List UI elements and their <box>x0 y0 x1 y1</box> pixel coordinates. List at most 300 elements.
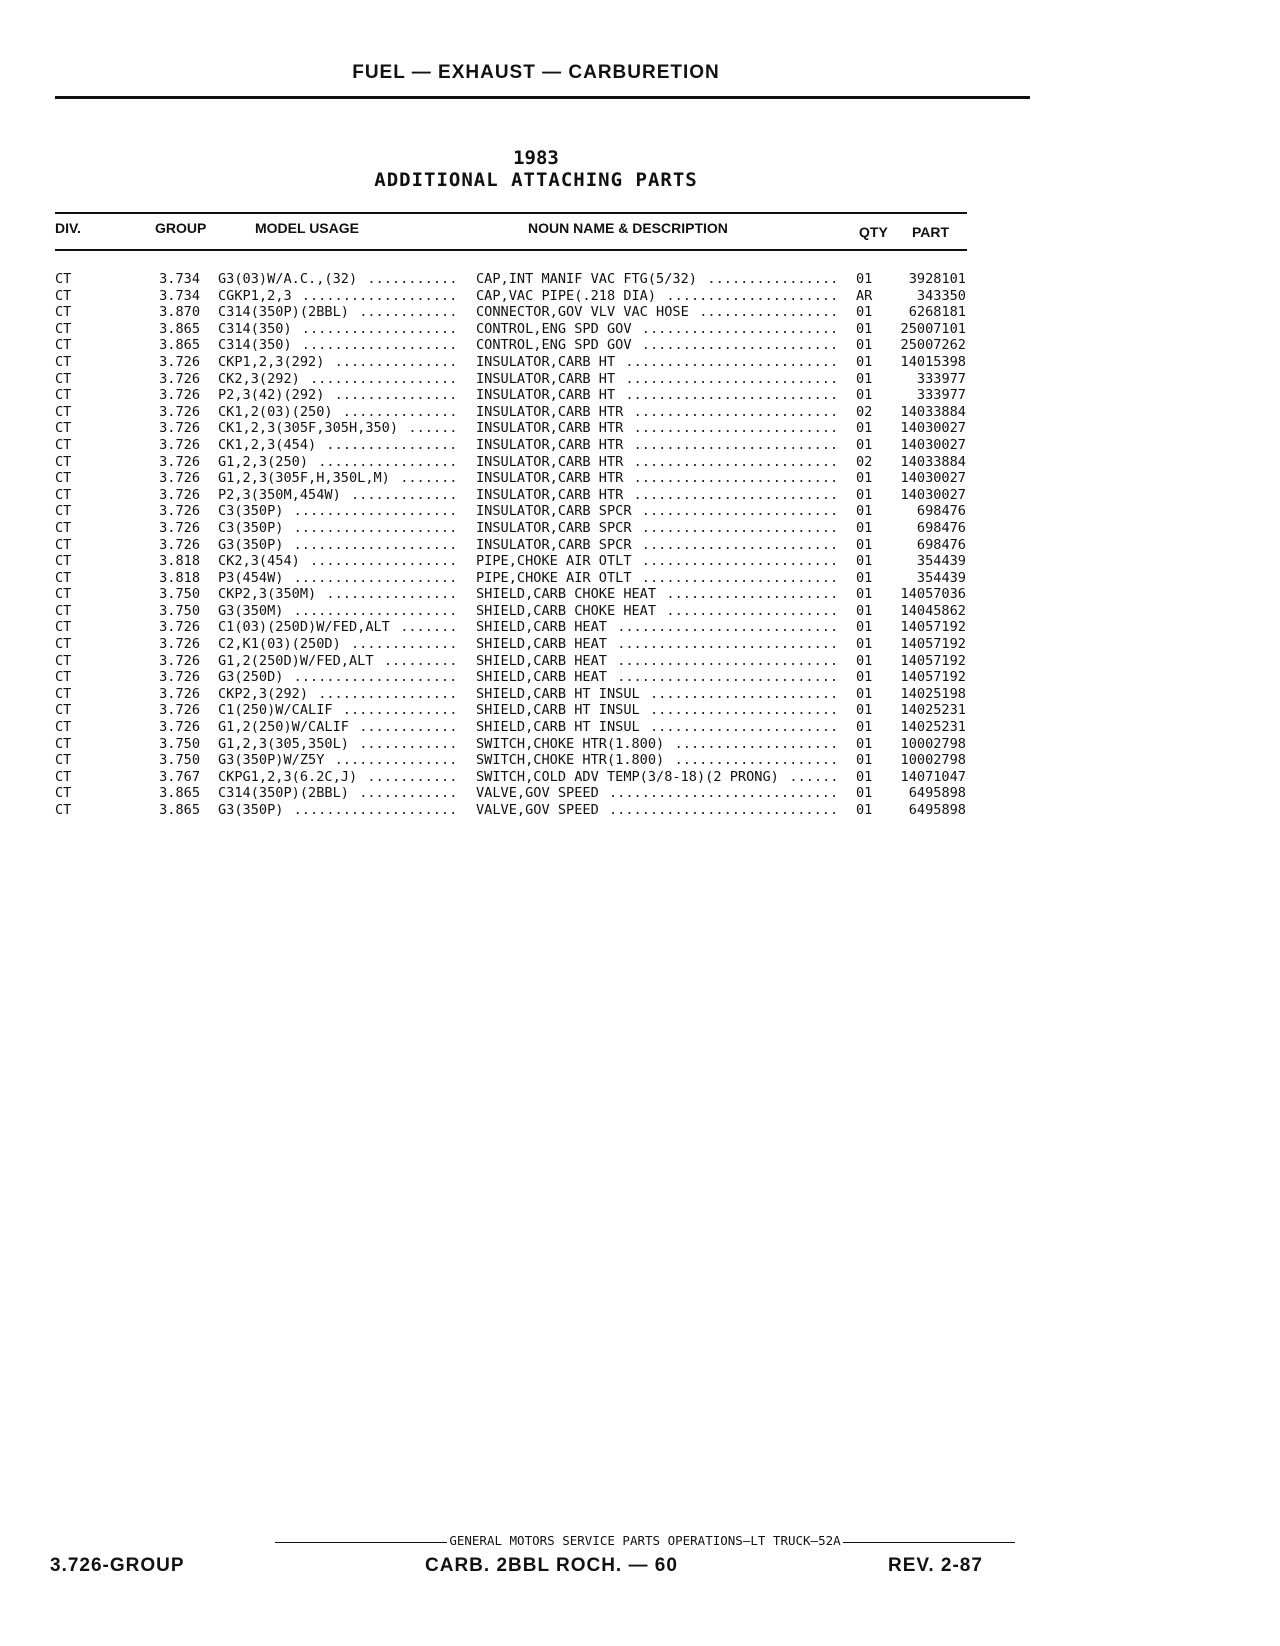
row-group: 3.865 <box>159 785 200 802</box>
parts-table <box>0 271 1280 819</box>
row-noun-description: PIPE,CHOKE AIR OTLT <box>476 553 632 570</box>
table-row <box>0 470 1280 487</box>
noun-leader-dots: ........................ <box>641 337 839 354</box>
noun-leader-dots: ........................ <box>641 320 839 337</box>
row-qty: 01 <box>856 337 873 354</box>
table-row <box>0 288 1280 305</box>
row-qty: 01 <box>856 486 873 503</box>
noun-leader-dots: ........................... <box>617 619 839 636</box>
row-div: CT <box>55 304 72 321</box>
row-qty: 01 <box>856 768 873 785</box>
row-qty: 01 <box>856 735 873 752</box>
model-leader-dots: ....... <box>400 619 458 636</box>
noun-leader-dots: .......................... <box>625 370 839 387</box>
row-group: 3.750 <box>159 735 200 752</box>
row-noun-description: SHIELD,CARB HT INSUL <box>476 702 640 719</box>
row-part-number: 698476 <box>916 536 966 553</box>
noun-leader-dots: ......................... <box>633 403 839 420</box>
row-div: CT <box>55 370 72 387</box>
row-part-number: 14025198 <box>900 685 966 702</box>
table-row <box>0 752 1280 769</box>
row-model-usage: CGKP1,2,3 <box>218 287 292 304</box>
model-leader-dots: ............. <box>351 486 458 503</box>
row-noun-description: INSULATOR,CARB SPCR <box>476 503 632 520</box>
row-part-number: 25007262 <box>900 337 966 354</box>
row-noun-description: CONNECTOR,GOV VLV VAC HOSE <box>476 304 689 321</box>
row-group: 3.750 <box>159 586 200 603</box>
noun-leader-dots: ........................... <box>617 636 839 653</box>
row-div: CT <box>55 586 72 603</box>
row-group: 3.734 <box>159 287 200 304</box>
row-div: CT <box>55 619 72 636</box>
row-model-usage: CK1,2(03)(250) <box>218 403 333 420</box>
noun-leader-dots: .......................... <box>625 353 839 370</box>
row-noun-description: SWITCH,COLD ADV TEMP(3/8-18)(2 PRONG) <box>476 768 779 785</box>
row-noun-description: INSULATOR,CARB HTR <box>476 470 624 487</box>
row-model-usage: G3(250D) <box>218 669 284 686</box>
row-div: CT <box>55 802 72 818</box>
row-qty: 01 <box>856 420 873 437</box>
row-part-number: 10002798 <box>900 752 966 769</box>
table-row <box>0 586 1280 603</box>
table-row <box>0 304 1280 321</box>
row-model-usage: C314(350) <box>218 320 292 337</box>
row-noun-description: SHIELD,CARB HEAT <box>476 669 607 686</box>
row-model-usage: C1(250)W/CALIF <box>218 702 333 719</box>
col-model: MODEL USAGE <box>255 220 359 236</box>
row-div: CT <box>55 536 72 553</box>
row-group: 3.726 <box>159 486 200 503</box>
noun-leader-dots: ....................... <box>650 685 839 702</box>
row-part-number: 6268181 <box>908 304 966 321</box>
model-leader-dots: ............... <box>334 752 458 769</box>
row-part-number: 14025231 <box>900 702 966 719</box>
table-row <box>0 603 1280 620</box>
table-top-rule <box>55 212 967 214</box>
row-model-usage: P2,3(350M,454W) <box>218 486 341 503</box>
row-group: 3.726 <box>159 652 200 669</box>
row-div: CT <box>55 735 72 752</box>
footer-revision: REV. 2-87 <box>888 1555 983 1576</box>
row-group: 3.726 <box>159 669 200 686</box>
row-group: 3.865 <box>159 802 200 818</box>
model-leader-dots: .................. <box>310 370 458 387</box>
row-group: 3.734 <box>159 271 200 287</box>
row-div: CT <box>55 271 72 287</box>
table-row <box>0 271 1280 288</box>
row-div: CT <box>55 785 72 802</box>
noun-leader-dots: ........................ <box>641 553 839 570</box>
row-noun-description: INSULATOR,CARB HTR <box>476 453 624 470</box>
row-model-usage: C314(350) <box>218 337 292 354</box>
row-model-usage: G1,2(250)W/CALIF <box>218 719 349 736</box>
footer-publisher-text: GENERAL MOTORS SERVICE PARTS OPERATIONS—LT TRUCK—52A <box>449 1533 841 1548</box>
row-qty: 01 <box>856 503 873 520</box>
row-part-number: 14057192 <box>900 652 966 669</box>
col-part: PART <box>912 224 950 240</box>
row-model-usage: G3(350P) <box>218 802 284 818</box>
row-group: 3.726 <box>159 370 200 387</box>
row-qty: 02 <box>856 453 873 470</box>
row-part-number: 14033884 <box>900 403 966 420</box>
row-noun-description: INSULATOR,CARB HT <box>476 353 616 370</box>
year-heading: 1983 <box>513 147 559 169</box>
table-row <box>0 503 1280 520</box>
row-model-usage: G1,2(250D)W/FED,ALT <box>218 652 374 669</box>
row-div: CT <box>55 519 72 536</box>
col-div: DIV. <box>55 220 81 236</box>
row-model-usage: C1(03)(250D)W/FED,ALT <box>218 619 390 636</box>
table-row <box>0 404 1280 421</box>
row-group: 3.818 <box>159 569 200 586</box>
noun-leader-dots: ............................ <box>609 802 839 818</box>
row-model-usage: CK1,2,3(454) <box>218 436 317 453</box>
row-qty: 01 <box>856 652 873 669</box>
row-div: CT <box>55 636 72 653</box>
row-model-usage: CKP2,3(350M) <box>218 586 317 603</box>
row-noun-description: SHIELD,CARB HEAT <box>476 652 607 669</box>
row-group: 3.726 <box>159 719 200 736</box>
noun-leader-dots: ........................... <box>617 652 839 669</box>
model-leader-dots: ................ <box>326 586 458 603</box>
table-row <box>0 420 1280 437</box>
header-rule <box>55 96 1030 99</box>
row-div: CT <box>55 602 72 619</box>
row-group: 3.818 <box>159 553 200 570</box>
table-header-rule <box>55 249 967 251</box>
row-qty: 01 <box>856 702 873 719</box>
model-leader-dots: .................. <box>310 553 458 570</box>
row-model-usage: G3(350M) <box>218 602 284 619</box>
row-div: CT <box>55 387 72 404</box>
row-qty: 01 <box>856 320 873 337</box>
row-group: 3.726 <box>159 619 200 636</box>
noun-leader-dots: .................... <box>674 735 839 752</box>
row-part-number: 14030027 <box>900 486 966 503</box>
noun-leader-dots: ..................... <box>666 602 839 619</box>
noun-leader-dots: ......................... <box>633 436 839 453</box>
noun-leader-dots: ........................ <box>641 519 839 536</box>
row-noun-description: SHIELD,CARB HEAT <box>476 636 607 653</box>
table-row <box>0 785 1280 802</box>
row-noun-description: INSULATOR,CARB HTR <box>476 486 624 503</box>
row-part-number: 343350 <box>916 287 966 304</box>
row-part-number: 698476 <box>916 519 966 536</box>
row-noun-description: SWITCH,CHOKE HTR(1.800) <box>476 735 665 752</box>
footer-publisher <box>275 1532 1015 1550</box>
row-div: CT <box>55 768 72 785</box>
row-qty: 01 <box>856 536 873 553</box>
row-div: CT <box>55 320 72 337</box>
row-part-number: 354439 <box>916 553 966 570</box>
row-qty: 01 <box>856 586 873 603</box>
noun-leader-dots: ..................... <box>666 287 839 304</box>
table-row <box>0 354 1280 371</box>
row-qty: 01 <box>856 636 873 653</box>
row-qty: 01 <box>856 719 873 736</box>
row-noun-description: SHIELD,CARB CHOKE HEAT <box>476 586 657 603</box>
model-leader-dots: ................... <box>301 320 458 337</box>
row-div: CT <box>55 719 72 736</box>
model-leader-dots: ............ <box>359 304 458 321</box>
model-leader-dots: ................ <box>326 436 458 453</box>
noun-leader-dots: ......................... <box>633 470 839 487</box>
row-model-usage: G1,2,3(305,350L) <box>218 735 349 752</box>
row-div: CT <box>55 702 72 719</box>
row-group: 3.726 <box>159 519 200 536</box>
model-leader-dots: ............. <box>351 636 458 653</box>
row-model-usage: G1,2,3(305F,H,350L,M) <box>218 470 390 487</box>
row-model-usage: C314(350P)(2BBL) <box>218 785 349 802</box>
row-noun-description: CAP,VAC PIPE(.218 DIA) <box>476 287 657 304</box>
row-model-usage: CKP2,3(292) <box>218 685 309 702</box>
row-group: 3.726 <box>159 536 200 553</box>
row-group: 3.726 <box>159 420 200 437</box>
row-part-number: 14057036 <box>900 586 966 603</box>
row-noun-description: INSULATOR,CARB HTR <box>476 436 624 453</box>
table-row <box>0 686 1280 703</box>
row-model-usage: C3(350P) <box>218 519 284 536</box>
table-row <box>0 719 1280 736</box>
row-qty: 01 <box>856 785 873 802</box>
row-noun-description: SWITCH,CHOKE HTR(1.800) <box>476 752 665 769</box>
row-div: CT <box>55 752 72 769</box>
model-leader-dots: .................... <box>293 536 458 553</box>
row-part-number: 14033884 <box>900 453 966 470</box>
row-part-number: 14057192 <box>900 636 966 653</box>
row-qty: 02 <box>856 403 873 420</box>
row-part-number: 6495898 <box>908 785 966 802</box>
model-leader-dots: .................... <box>293 802 458 818</box>
row-group: 3.726 <box>159 353 200 370</box>
noun-leader-dots: ....................... <box>650 719 839 736</box>
row-part-number: 14030027 <box>900 436 966 453</box>
col-group: GROUP <box>155 220 207 236</box>
row-model-usage: CKPG1,2,3(6.2C,J) <box>218 768 358 785</box>
row-part-number: 14045862 <box>900 602 966 619</box>
row-model-usage: CKP1,2,3(292) <box>218 353 325 370</box>
row-noun-description: CAP,INT MANIF VAC FTG(5/32) <box>476 271 697 287</box>
noun-leader-dots: ......................... <box>633 486 839 503</box>
row-group: 3.865 <box>159 337 200 354</box>
row-part-number: 6495898 <box>908 802 966 818</box>
model-leader-dots: ............... <box>334 387 458 404</box>
table-row <box>0 653 1280 670</box>
model-leader-dots: .................... <box>293 503 458 520</box>
row-div: CT <box>55 553 72 570</box>
row-model-usage: G1,2,3(250) <box>218 453 309 470</box>
row-noun-description: VALVE,GOV SPEED <box>476 785 599 802</box>
model-leader-dots: .................... <box>293 519 458 536</box>
model-leader-dots: ................... <box>301 287 458 304</box>
row-model-usage: C2,K1(03)(250D) <box>218 636 341 653</box>
row-noun-description: SHIELD,CARB HEAT <box>476 619 607 636</box>
noun-leader-dots: ......................... <box>633 453 839 470</box>
model-leader-dots: ............... <box>334 353 458 370</box>
table-row <box>0 454 1280 471</box>
row-div: CT <box>55 503 72 520</box>
row-model-usage: G3(350P) <box>218 536 284 553</box>
row-group: 3.726 <box>159 403 200 420</box>
table-row <box>0 337 1280 354</box>
noun-leader-dots: ........................ <box>641 569 839 586</box>
row-div: CT <box>55 669 72 686</box>
row-group: 3.726 <box>159 453 200 470</box>
row-div: CT <box>55 685 72 702</box>
col-noun: NOUN NAME & DESCRIPTION <box>528 220 728 236</box>
row-model-usage: G3(03)W/A.C.,(32) <box>218 271 358 287</box>
noun-leader-dots: ........................ <box>641 536 839 553</box>
table-row <box>0 636 1280 653</box>
row-part-number: 10002798 <box>900 735 966 752</box>
row-qty: 01 <box>856 436 873 453</box>
table-row <box>0 619 1280 636</box>
row-group: 3.726 <box>159 470 200 487</box>
row-model-usage: P3(454W) <box>218 569 284 586</box>
row-part-number: 14025231 <box>900 719 966 736</box>
table-row <box>0 520 1280 537</box>
table-row <box>0 371 1280 388</box>
noun-leader-dots: ........................... <box>617 669 839 686</box>
noun-leader-dots: ....................... <box>650 702 839 719</box>
row-group: 3.865 <box>159 320 200 337</box>
table-row <box>0 570 1280 587</box>
row-noun-description: INSULATOR,CARB HTR <box>476 403 624 420</box>
table-row <box>0 736 1280 753</box>
row-group: 3.726 <box>159 387 200 404</box>
row-div: CT <box>55 403 72 420</box>
row-model-usage: C3(350P) <box>218 503 284 520</box>
row-noun-description: VALVE,GOV SPEED <box>476 802 599 818</box>
model-leader-dots: ............ <box>359 719 458 736</box>
row-qty: 01 <box>856 752 873 769</box>
model-leader-dots: .................... <box>293 602 458 619</box>
row-div: CT <box>55 287 72 304</box>
row-model-usage: CK2,3(454) <box>218 553 300 570</box>
row-qty: 01 <box>856 569 873 586</box>
row-noun-description: SHIELD,CARB HT INSUL <box>476 719 640 736</box>
noun-leader-dots: ............................ <box>609 785 839 802</box>
row-noun-description: INSULATOR,CARB HT <box>476 370 616 387</box>
noun-leader-dots: ......................... <box>633 420 839 437</box>
row-group: 3.750 <box>159 752 200 769</box>
row-group: 3.767 <box>159 768 200 785</box>
table-row <box>0 487 1280 504</box>
row-model-usage: CK1,2,3(305F,305H,350) <box>218 420 399 437</box>
model-leader-dots: ...... <box>408 420 458 437</box>
row-part-number: 14030027 <box>900 470 966 487</box>
row-div: CT <box>55 337 72 354</box>
row-qty: 01 <box>856 370 873 387</box>
row-part-number: 333977 <box>916 370 966 387</box>
row-part-number: 14057192 <box>900 669 966 686</box>
row-noun-description: INSULATOR,CARB HT <box>476 387 616 404</box>
row-group: 3.870 <box>159 304 200 321</box>
table-row <box>0 702 1280 719</box>
table-row <box>0 537 1280 554</box>
row-model-usage: CK2,3(292) <box>218 370 300 387</box>
model-leader-dots: ....... <box>400 470 458 487</box>
footer-group: 3.726-GROUP <box>50 1555 185 1576</box>
noun-leader-dots: ........................ <box>641 503 839 520</box>
section-title: FUEL — EXHAUST — CARBURETION <box>352 62 720 83</box>
row-div: CT <box>55 569 72 586</box>
row-div: CT <box>55 652 72 669</box>
row-qty: 01 <box>856 802 873 818</box>
table-row <box>0 553 1280 570</box>
model-leader-dots: ................... <box>301 337 458 354</box>
row-group: 3.726 <box>159 685 200 702</box>
row-div: CT <box>55 436 72 453</box>
row-part-number: 698476 <box>916 503 966 520</box>
row-qty: 01 <box>856 602 873 619</box>
row-div: CT <box>55 420 72 437</box>
row-part-number: 14030027 <box>900 420 966 437</box>
table-row <box>0 437 1280 454</box>
model-leader-dots: ................. <box>318 453 458 470</box>
subtitle: ADDITIONAL ATTACHING PARTS <box>374 169 698 191</box>
row-part-number: 25007101 <box>900 320 966 337</box>
row-qty: 01 <box>856 470 873 487</box>
row-part-number: 14057192 <box>900 619 966 636</box>
row-noun-description: SHIELD,CARB HT INSUL <box>476 685 640 702</box>
table-row <box>0 669 1280 686</box>
row-group: 3.726 <box>159 702 200 719</box>
model-leader-dots: ............ <box>359 785 458 802</box>
row-part-number: 3928101 <box>908 271 966 287</box>
noun-leader-dots: .................... <box>674 752 839 769</box>
noun-leader-dots: ................ <box>707 271 839 287</box>
row-model-usage: G3(350P)W/Z5Y <box>218 752 325 769</box>
noun-leader-dots: ................. <box>699 304 839 321</box>
row-group: 3.726 <box>159 436 200 453</box>
model-leader-dots: .................... <box>293 569 458 586</box>
row-qty: AR <box>856 287 873 304</box>
row-model-usage: C314(350P)(2BBL) <box>218 304 349 321</box>
row-qty: 01 <box>856 553 873 570</box>
row-div: CT <box>55 486 72 503</box>
row-qty: 01 <box>856 519 873 536</box>
model-leader-dots: ........... <box>367 768 458 785</box>
row-qty: 01 <box>856 353 873 370</box>
noun-leader-dots: ..................... <box>666 586 839 603</box>
row-div: CT <box>55 353 72 370</box>
row-group: 3.726 <box>159 503 200 520</box>
table-row <box>0 802 1280 819</box>
footer-carb: CARB. 2BBL ROCH. — 60 <box>425 1555 678 1576</box>
table-row <box>0 387 1280 404</box>
row-model-usage: P2,3(42)(292) <box>218 387 325 404</box>
model-leader-dots: .................... <box>293 669 458 686</box>
model-leader-dots: .............. <box>342 702 458 719</box>
row-qty: 01 <box>856 271 873 287</box>
noun-leader-dots: .......................... <box>625 387 839 404</box>
row-noun-description: INSULATOR,CARB SPCR <box>476 519 632 536</box>
col-qty: QTY <box>859 224 888 240</box>
row-noun-description: INSULATOR,CARB SPCR <box>476 536 632 553</box>
row-noun-description: CONTROL,ENG SPD GOV <box>476 320 632 337</box>
row-noun-description: CONTROL,ENG SPD GOV <box>476 337 632 354</box>
row-part-number: 14071047 <box>900 768 966 785</box>
row-qty: 01 <box>856 669 873 686</box>
row-part-number: 354439 <box>916 569 966 586</box>
row-group: 3.726 <box>159 636 200 653</box>
table-row <box>0 321 1280 338</box>
row-qty: 01 <box>856 387 873 404</box>
model-leader-dots: ......... <box>383 652 458 669</box>
row-noun-description: SHIELD,CARB CHOKE HEAT <box>476 602 657 619</box>
row-noun-description: PIPE,CHOKE AIR OTLT <box>476 569 632 586</box>
